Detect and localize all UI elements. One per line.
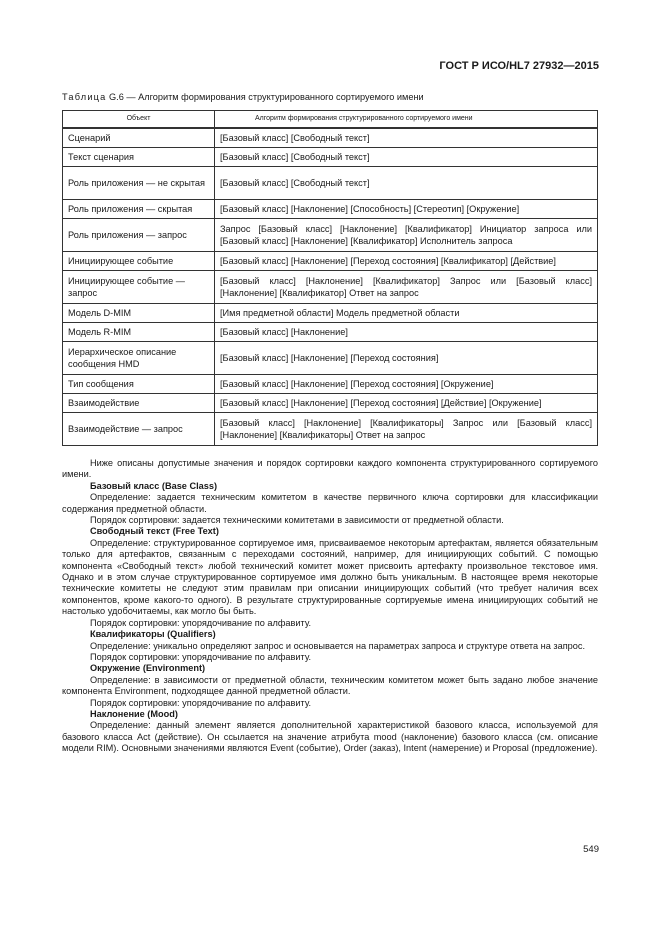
paragraph: Определение: в зависимости от предметной области, техническим комитетом может быть задано любое значение компонента Environment, подходящее данной предметной области. xyxy=(62,674,598,697)
cell-object: Инициирующее событие xyxy=(63,251,215,270)
table-row xyxy=(63,374,598,393)
section-heading: Окружение (Environment) xyxy=(90,663,206,674)
table-body xyxy=(63,128,598,445)
section-heading: Свободный текст (Free Text) xyxy=(90,526,219,537)
cell-object: Взаимодействие — запрос xyxy=(63,412,215,445)
cell-algorithm: [Базовый класс] [Наклонение] [Переход состояния] [Квалификатор] [Действие] xyxy=(215,251,598,270)
table-row xyxy=(63,303,598,322)
paragraph: Определение: задается техническим комитетом в качестве первичного ключа сортировки для классификации содержания предметной области. xyxy=(62,492,598,514)
paragraph: Определение: уникально определяют запрос и основывается на параметрах запроса и структуре ответа на запрос. xyxy=(90,640,586,651)
cell-object: Модель R-MIM xyxy=(63,322,215,341)
cell-object: Иерархическое описание сообщения HMD xyxy=(63,341,215,374)
paragraph: Ниже описаны допустимые значения и порядок сортировки каждого компонента структурированного сортируемого имени. xyxy=(62,458,598,480)
table-row xyxy=(63,393,598,412)
cell-algorithm: [Базовый класс] [Наклонение] [Переход состояния] [Окружение] xyxy=(215,374,598,393)
section-heading: Базовый класс (Base Class) xyxy=(90,480,218,491)
table-row xyxy=(63,147,598,166)
paragraph: Определение: данный элемент является дополнительной характеристикой базового класса, используемой для базового класса Act (действие). Он ссылается на значение атрибута mood (наклонение) базового класса (см. описание модели RIM). Основными значениями являются Event (событие), Order (заказ), Intent (намерение) и Proposal (предложение). xyxy=(62,720,598,754)
cell-object: Сценарий xyxy=(63,128,215,147)
document-header: ГОСТ Р ИСО/HL7 27932—2015 xyxy=(439,60,599,72)
paragraph: Определение: структурированное сортируемое имя, присваиваемое некоторым артефактам, является обязательным только для артефактов, связанным с переходами состояний, например, для инициирующих событий. С помощью компонента «Свободный текст» любой технический комитет может присвоить артефакту произвольное текстовое имя. Однако и в этом случае структурированное сортируемое имя должно быть уникальным. В настоящее время некоторые технические комитеты не следуют этим правилам при описании инициирующих событий (что требует наличия всех компонентов, кроме какого-то одного). В результате структурированные сортируемые имена инициирующих событий не настолько удобочитаемы, как могло бы быть. xyxy=(62,537,598,617)
cell-object: Текст сценария xyxy=(63,147,215,166)
caption-number: G.6 xyxy=(109,92,124,102)
cell-algorithm: [Базовый класс] [Наклонение] [Переход состояния] xyxy=(215,341,598,374)
cell-object: Модель D-MIM xyxy=(63,303,215,322)
section-heading: Наклонение (Mood) xyxy=(90,708,178,719)
cell-object: Тип сообщения xyxy=(63,374,215,393)
table-row xyxy=(63,412,598,445)
page-number: 549 xyxy=(583,844,599,855)
body-text xyxy=(62,458,598,755)
cell-algorithm: [Базовый класс] [Свободный текст] xyxy=(215,147,598,166)
cell-algorithm: [Базовый класс] [Свободный текст] xyxy=(215,128,598,147)
column-header-object: Объект xyxy=(63,111,215,129)
paragraph: Порядок сортировки: задается техническими комитетами в зависимости от предметной области. xyxy=(90,515,504,526)
cell-object: Роль приложения — не скрытая xyxy=(63,166,215,199)
cell-object: Роль приложения — запрос xyxy=(63,218,215,251)
table-row xyxy=(63,270,598,303)
paragraph: Порядок сортировки: упорядочивание по алфавиту. xyxy=(90,617,312,628)
section-heading: Квалификаторы (Qualifiers) xyxy=(90,629,216,640)
cell-object: Взаимодействие xyxy=(63,393,215,412)
table-caption xyxy=(62,92,424,102)
cell-algorithm: [Базовый класс] [Наклонение] [Квалификатор] Запрос или [Базовый класс] [Наклонение] [Квалификатор] Ответ на запрос xyxy=(215,270,598,303)
table-row xyxy=(63,128,598,147)
cell-algorithm: [Базовый класс] [Наклонение] [Способность] [Стереотип] [Окружение] xyxy=(215,199,598,218)
table-row xyxy=(63,322,598,341)
cell-algorithm: [Имя предметной области] Модель предметной области xyxy=(215,303,598,322)
cell-algorithm: [Базовый класс] [Наклонение] [Квалификаторы] Запрос или [Базовый класс] [Наклонение] [Квалификаторы] Ответ на запрос xyxy=(215,412,598,445)
table-header-row xyxy=(63,111,598,129)
cell-algorithm: [Базовый класс] [Наклонение] [Переход состояния] [Действие] [Окружение] xyxy=(215,393,598,412)
table-row xyxy=(63,166,598,199)
table-row xyxy=(63,251,598,270)
caption-text: — Алгоритм формирования структурированного сортируемого имени xyxy=(126,92,424,102)
table-row xyxy=(63,218,598,251)
caption-prefix: Таблица xyxy=(62,92,107,102)
column-header-algorithm: Алгоритм формирования структурированного сортируемого имени xyxy=(215,111,598,129)
cell-algorithm: [Базовый класс] [Свободный текст] xyxy=(215,166,598,199)
paragraph: Порядок сортировки: упорядочивание по алфавиту. xyxy=(90,651,312,662)
cell-algorithm: Запрос [Базовый класс] [Наклонение] [Квалификатор] Инициатор запроса или [Базовый класс] [Наклонение] [Квалификатор] Исполнитель запроса xyxy=(215,218,598,251)
cell-object: Инициирующее событие — запрос xyxy=(63,270,215,303)
paragraph: Порядок сортировки: упорядочивание по алфавиту. xyxy=(90,697,312,708)
algorithm-table xyxy=(62,110,598,446)
cell-algorithm: [Базовый класс] [Наклонение] xyxy=(215,322,598,341)
cell-object: Роль приложения — скрытая xyxy=(63,199,215,218)
table-row xyxy=(63,199,598,218)
table-row xyxy=(63,341,598,374)
